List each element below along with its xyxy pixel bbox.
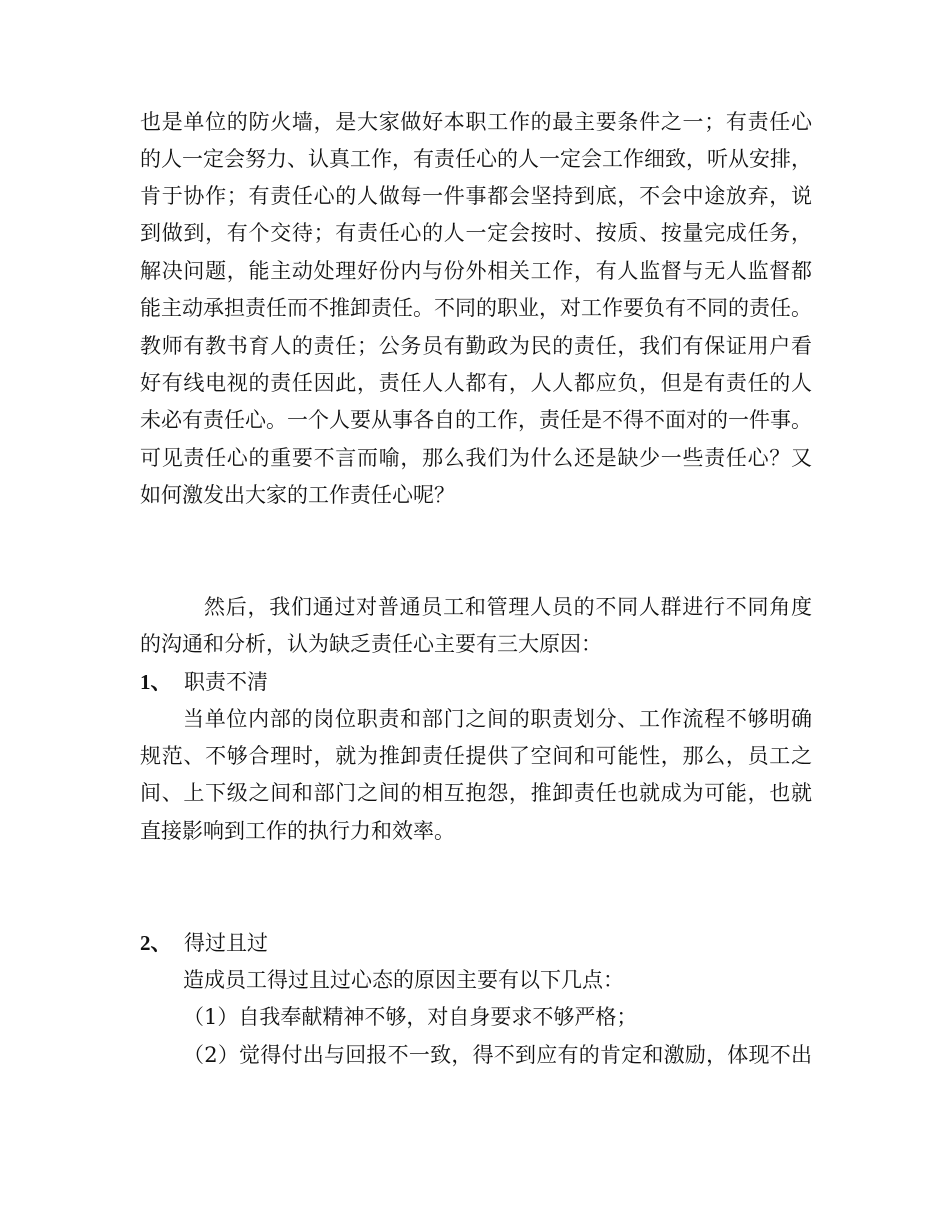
paragraph-line: 可见责任心的重要不言而喻，那么我们为什么还是缺少一些责任心？又 [140,446,812,470]
paragraph-line: 也是单位的防火墙，是大家做好本职工作的最主要条件之一；有责任心 [140,110,812,134]
paragraph-line: 教师有教书育人的责任；公务员有勤政为民的责任，我们有保证用户看 [140,334,812,358]
paragraph-line: 当单位内部的岗位职责和部门之间的职责划分、工作流程不够明确 [183,707,812,731]
paragraph-line: 造成员工得过且过心态的原因主要有以下几点： [183,968,624,992]
paragraph-line: 的沟通和分析，认为缺乏责任心主要有三大原因： [140,632,602,656]
paragraph-line: 然后，我们通过对普通员工和管理人员的不同人群进行不同角度 [204,595,812,619]
list-item: （2）觉得付出与回报不一致，得不到应有的肯定和激励，体现不出 [183,1043,812,1067]
paragraph-line: 能主动承担责任而不推卸责任。不同的职业，对工作要负有不同的责任。 [140,296,812,320]
paragraph-line: 规范、不够合理时，就为推卸责任提供了空间和可能性，那么，员工之 [140,744,812,768]
section-number: 1、 [140,670,172,694]
section-title: 职责不清 [184,670,268,694]
paragraph-line: 好有线电视的责任因此，责任人人都有，人人都应负，但是有责任的人 [140,371,812,395]
section-number: 2、 [140,931,172,955]
paragraph-line: 到做到，有个交待；有责任心的人一定会按时、按质、按量完成任务， [140,221,812,245]
paragraph-line: 未必有责任心。一个人要从事各自的工作，责任是不得不面对的一件事。 [140,408,812,432]
paragraph-line: 的人一定会努力、认真工作，有责任心的人一定会工作细致，听从安排， [140,147,812,171]
paragraph-line: 间、上下级之间和部门之间的相互抱怨，推卸责任也就成为可能，也就 [140,781,812,805]
list-item: （1）自我奉献精神不够，对自身要求不够严格； [183,1005,638,1029]
paragraph-line: 如何激发出大家的工作责任心呢？ [140,483,455,507]
paragraph-line: 直接影响到工作的执行力和效率。 [140,819,455,843]
section-title: 得过且过 [184,931,268,955]
paragraph-line: 解决问题，能主动处理好份内与份外相关工作，有人监督与无人监督都 [140,259,812,283]
paragraph-line: 肯于协作；有责任心的人做每一件事都会坚持到底，不会中途放弃，说 [140,184,812,208]
